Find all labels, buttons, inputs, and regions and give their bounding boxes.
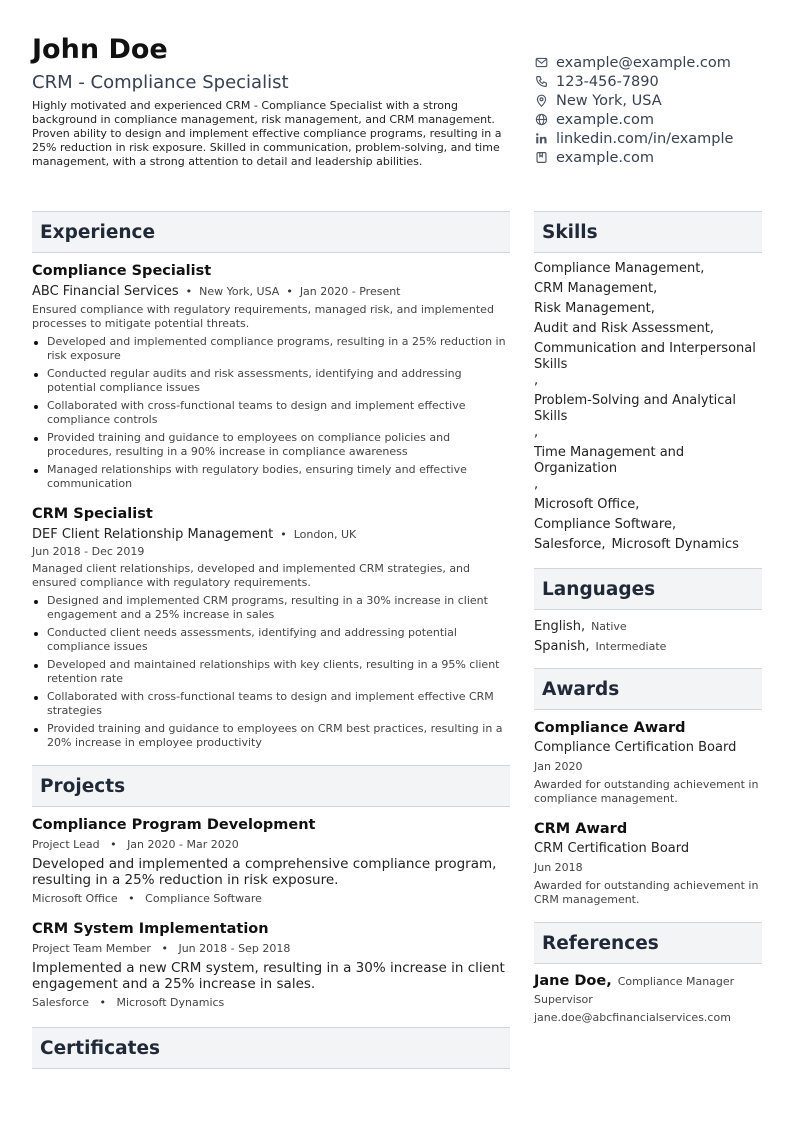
linkedin-icon bbox=[534, 132, 548, 146]
skill-item: CRM Management, bbox=[534, 281, 658, 296]
reference-name: Jane Doe, bbox=[534, 973, 612, 989]
skill-item: Problem-Solving and Analytical Skills bbox=[534, 393, 737, 424]
phone-icon bbox=[534, 75, 548, 89]
certificates-heading: Certificates bbox=[32, 1027, 510, 1069]
language-name: Spanish, bbox=[534, 639, 590, 654]
language-level: Intermediate bbox=[595, 640, 667, 653]
globe-icon bbox=[534, 113, 548, 127]
skill-row bbox=[534, 537, 762, 553]
project-meta bbox=[32, 837, 510, 852]
contact-email-text[interactable]: example@example.com bbox=[556, 54, 731, 71]
project-entry bbox=[32, 816, 510, 906]
summary: Highly motivated and experienced CRM - Compliance Specialist with a strong background in compliance management, risk management, and CRM management. Proven ability to design and implement effective compliance programs, resulting in a 25% reduction in risk exposure. Skilled in communication, problem-solving, and time management, with a strong attention to detail and leadership abilities. bbox=[32, 99, 502, 168]
language-level: Native bbox=[591, 620, 627, 633]
right-column bbox=[534, 211, 762, 1025]
skill-separator: , bbox=[534, 425, 539, 440]
reference-email[interactable]: jane.doe@abcfinancialservices.com bbox=[534, 1011, 731, 1024]
skill-separator: , bbox=[534, 477, 539, 492]
project-meta bbox=[32, 941, 510, 956]
job-dates: Jan 2020 - Present bbox=[299, 285, 401, 298]
separator-dot: • bbox=[128, 892, 135, 905]
job-bullet: Conducted regular audits and risk assessments, identifying and addressing potential compliance issues bbox=[32, 367, 510, 395]
contact-website-text[interactable]: example.com bbox=[556, 111, 654, 128]
reference-line bbox=[534, 973, 762, 989]
candidate-name: John Doe bbox=[32, 34, 168, 65]
job-bullets bbox=[32, 335, 510, 491]
job-location: New York, USA bbox=[199, 285, 280, 298]
project-dates: Jun 2018 - Sep 2018 bbox=[178, 942, 291, 955]
references-heading: References bbox=[534, 922, 762, 964]
project-title: Compliance Program Development bbox=[32, 817, 316, 833]
job-bullet: Designed and implemented CRM programs, resulting in a 30% increase in client engagement and a 25% increase in sales bbox=[32, 594, 510, 622]
award-title: CRM Award bbox=[534, 821, 628, 837]
project-role: Project Team Member bbox=[32, 942, 151, 955]
skill-item: Communication and Interpersonal Skills bbox=[534, 341, 756, 372]
contact-phone[interactable] bbox=[534, 72, 774, 91]
bookmark-icon bbox=[534, 151, 548, 165]
job-bullets bbox=[32, 594, 510, 750]
languages-list bbox=[534, 619, 762, 654]
job-bullet: Conducted client needs assessments, identifying and addressing potential compliance issues bbox=[32, 626, 510, 654]
skills-list bbox=[534, 261, 762, 553]
skill-item: Audit and Risk Assessment, bbox=[534, 321, 715, 336]
award-organization: CRM Certification Board bbox=[534, 841, 690, 856]
job-dates: Jun 2018 - Dec 2019 bbox=[32, 545, 145, 558]
project-tool: Compliance Software bbox=[145, 892, 262, 905]
skill-item: Risk Management, bbox=[534, 301, 655, 316]
job-bullet: Collaborated with cross-functional teams to design and implement effective compliance controls bbox=[32, 399, 510, 427]
skill-item: Compliance Software, bbox=[534, 517, 677, 532]
contact-phone-text[interactable]: 123-456-7890 bbox=[556, 73, 659, 90]
contact-linkedin[interactable] bbox=[534, 129, 774, 148]
job-entry bbox=[32, 262, 510, 491]
job-title: Compliance Specialist bbox=[32, 263, 212, 279]
job-bullet: Provided training and guidance to employees on CRM best practices, resulting in a 20% increase in employee productivity bbox=[32, 722, 510, 750]
award-entry bbox=[534, 820, 762, 907]
job-title: CRM Specialist bbox=[32, 506, 153, 522]
job-description: Ensured compliance with regulatory requirements, managed risk, and implemented processes to mitigate potential threats. bbox=[32, 303, 494, 330]
skill-item: Time Management and Organization bbox=[534, 445, 685, 476]
job-bullet: Developed and maintained relationships with key clients, resulting in a 95% client retention rate bbox=[32, 658, 510, 686]
award-title: Compliance Award bbox=[534, 720, 686, 736]
contact-list bbox=[534, 53, 774, 167]
mail-icon bbox=[534, 56, 548, 70]
location-pin-icon bbox=[534, 94, 548, 108]
skill-item: Salesforce, bbox=[534, 537, 606, 552]
award-description: Awarded for outstanding achievement in compliance management. bbox=[534, 778, 759, 805]
projects-heading: Projects bbox=[32, 765, 510, 807]
language-item bbox=[534, 619, 762, 634]
job-description: Managed client relationships, developed and implemented CRM strategies, and ensured compliance with regulatory requirements. bbox=[32, 562, 471, 589]
project-title: CRM System Implementation bbox=[32, 921, 269, 937]
language-name: English, bbox=[534, 619, 586, 634]
award-entry bbox=[534, 719, 762, 806]
job-company: DEF Client Relationship Management bbox=[32, 527, 274, 542]
left-column bbox=[32, 211, 510, 1069]
job-meta bbox=[32, 284, 510, 300]
separator-dot: • bbox=[161, 942, 168, 955]
award-date: Jan 2020 bbox=[534, 760, 583, 773]
project-description: Developed and implemented a comprehensive compliance program, resulting in a 25% reduction in risk exposure. bbox=[32, 856, 497, 888]
reference-relation: Supervisor bbox=[534, 993, 593, 1006]
project-tools bbox=[32, 996, 510, 1010]
contact-location bbox=[534, 91, 774, 110]
project-tools bbox=[32, 892, 510, 906]
skill-separator: , bbox=[534, 373, 539, 388]
separator-dot: • bbox=[185, 285, 193, 298]
project-tool: Salesforce bbox=[32, 996, 89, 1009]
contact-website[interactable] bbox=[534, 110, 774, 129]
project-role: Project Lead bbox=[32, 838, 100, 851]
contact-location-text: New York, USA bbox=[556, 92, 662, 109]
candidate-title: CRM - Compliance Specialist bbox=[32, 72, 289, 93]
job-bullet: Provided training and guidance to employees on compliance policies and procedures, resulting in a 90% increase in compliance awareness bbox=[32, 431, 510, 459]
award-description: Awarded for outstanding achievement in CRM management. bbox=[534, 879, 759, 906]
award-organization: Compliance Certification Board bbox=[534, 740, 737, 755]
contact-portfolio-text[interactable]: example.com bbox=[556, 149, 654, 166]
resume-header bbox=[32, 34, 507, 169]
project-tool: Microsoft Dynamics bbox=[116, 996, 225, 1009]
skills-heading: Skills bbox=[534, 211, 762, 253]
separator-dot: • bbox=[280, 528, 287, 541]
separator-dot: • bbox=[286, 285, 293, 298]
job-bullet: Managed relationships with regulatory bodies, ensuring timely and effective communication bbox=[32, 463, 510, 491]
reference-role: Compliance Manager bbox=[617, 975, 735, 988]
project-entry bbox=[32, 920, 510, 1010]
awards-heading: Awards bbox=[534, 668, 762, 710]
experience-heading: Experience bbox=[32, 211, 510, 253]
reference-entry bbox=[534, 973, 762, 1025]
job-location: London, UK bbox=[293, 528, 357, 541]
contact-linkedin-text[interactable]: linkedin.com/in/example bbox=[556, 130, 734, 147]
skill-item: Compliance Management, bbox=[534, 261, 705, 276]
award-date: Jun 2018 bbox=[534, 861, 583, 874]
language-item bbox=[534, 639, 762, 654]
separator-dot: • bbox=[99, 996, 106, 1009]
project-description: Implemented a new CRM system, resulting in a 30% increase in client engagement and a 25% increase in sales. bbox=[32, 960, 505, 992]
job-company: ABC Financial Services bbox=[32, 284, 179, 299]
job-bullet: Collaborated with cross-functional teams to design and implement effective CRM strategies bbox=[32, 690, 510, 718]
project-dates: Jan 2020 - Mar 2020 bbox=[127, 838, 239, 851]
languages-heading: Languages bbox=[534, 568, 762, 610]
project-tool: Microsoft Office bbox=[32, 892, 118, 905]
skill-item: Microsoft Dynamics bbox=[611, 537, 739, 552]
job-entry bbox=[32, 505, 510, 750]
skill-item: Microsoft Office, bbox=[534, 497, 640, 512]
contact-portfolio[interactable] bbox=[534, 148, 774, 167]
separator-dot: • bbox=[110, 838, 117, 851]
contact-email[interactable] bbox=[534, 53, 774, 72]
job-meta bbox=[32, 527, 510, 543]
job-bullet: Developed and implemented compliance programs, resulting in a 25% reduction in risk exposure bbox=[32, 335, 510, 363]
